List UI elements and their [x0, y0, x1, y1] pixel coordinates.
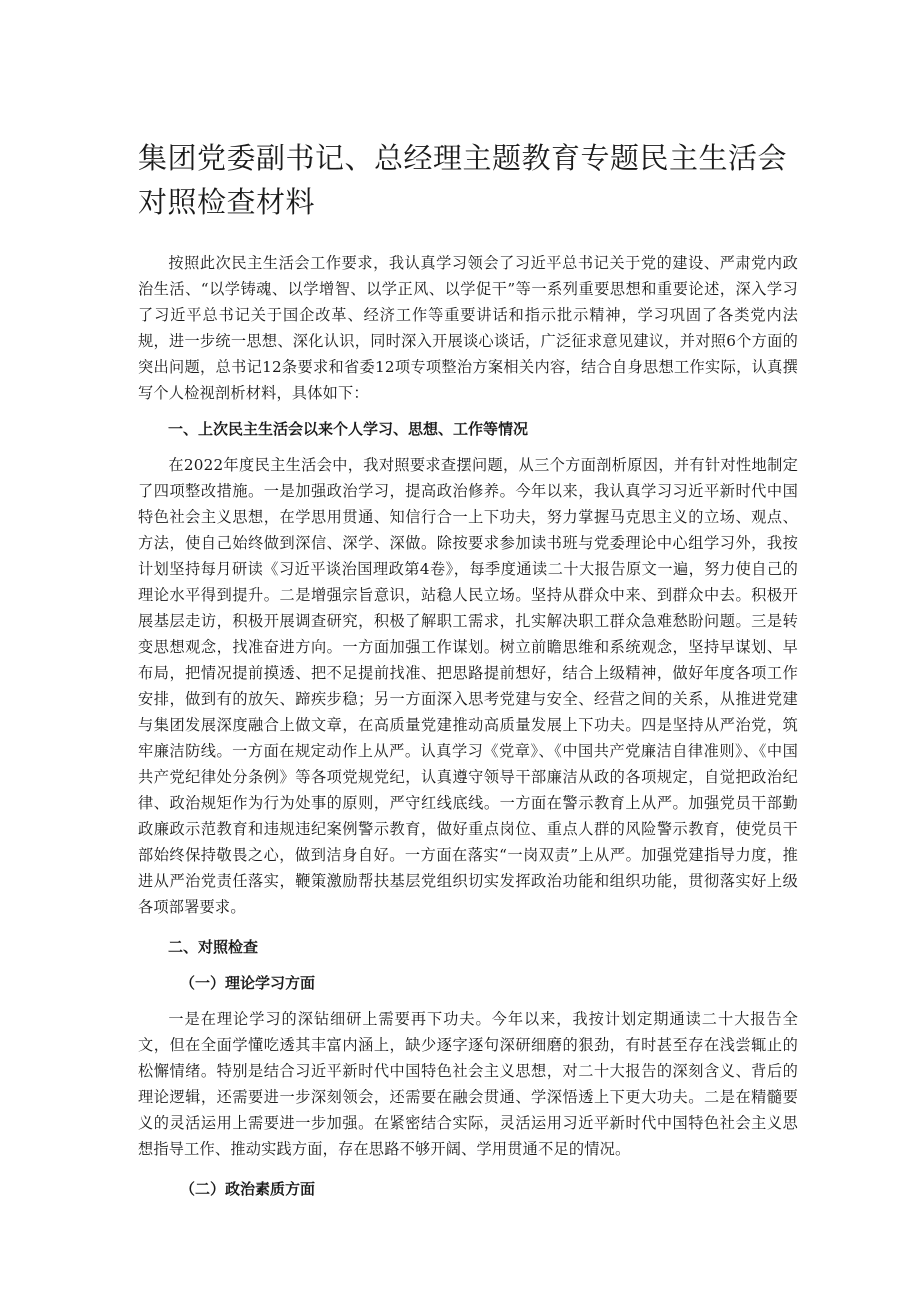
- subsection-heading-political: （二）政治素质方面: [180, 1180, 316, 1198]
- section-heading-1: 一、上次民主生活会以来个人学习、思想、工作等情况: [168, 420, 529, 438]
- document-page: [138, 136, 798, 1212]
- section1-paragraph: 在2022年度民主生活会中，我对照要求查摆问题，从三个方面剖析原因，并有针对性地制定了四项整改措施。一是加强政治学习，提高政治修养。今年以来，我认真学习习近平新时代中国特色社会主义思想，在学思用贯通、知信行合一上下功夫，努力掌握马克思主义的立场、观点、方法，使自己始终做到深信、深学、深做。除按要求参加读书班与党委理论中心组学习外，我按计划坚持每月研读《习近平谈治国理政第4卷》，每季度通读二十大报告原文一遍，努力使自己的理论水平得到提升。二是增强宗旨意识，站稳人民立场。坚持从群众中来、到群众中去。积极开展基层走访，积极开展调查研究，积极了解职工需求，扎实解决职工群众急难愁盼问题。三是转变思想观念，找准奋进方向。一方面加强工作谋划。树立前瞻思维和系统观念，坚持早谋划、早布局，把情况提前摸透、把不足提前找准、把思路提前想好，结合上级精神，做好年度各项工作安排，做到有的放矢、蹄疾步稳；另一方面深入思考党建与安全、经营之间的关系，从推进党建与集团发展深度融合上做文章，在高质量党建推动高质量发展上下功夫。四是坚持从严治党，筑牢廉洁防线。一方面在规定动作上从严。认真学习《党章》、《中国共产党廉洁自律准则》、《中国共产党纪律处分条例》等各项党规党纪，认真遵守领导干部廉洁从政的各项规定，自觉把政治纪律、政治规矩作为行为处事的原则，严守红线底线。一方面在警示教育上从严。加强党员干部勤政廉政示范教育和违规违纪案例警示教育，做好重点岗位、重点人群的风险警示教育，使党员干部始终保持敬畏之心，做到洁身自好。一方面在落实“一岗双责”上从严。加强党建指导力度，推进从严治党责任落实，鞭策激励帮扶基层党组织切实发挥政治功能和组织功能，贯彻落实好上级各项部署要求。: [138, 456, 798, 916]
- document-title: 集团党委副书记、总经理主题教育专题民主生活会对照检查材料: [138, 141, 788, 219]
- theory-paragraph: 一是在理论学习的深钻细研上需要再下功夫。今年以来，我按计划定期通读二十大报告全文，但在全面学懂吃透其丰富内涵上，缺少逐字逐句深研细磨的狠劲，有时甚至存在浅尝辄止的松懈情绪。特别是结合习近平新时代中国特色社会主义思想，对二十大报告的深刻含义、背后的理论逻辑，还需要进一步深刻领会，还需要在融会贯通、学深悟透上下更大功夫。二是在精髓要义的灵活运用上需要进一步加强。在紧密结合实际，灵活运用习近平新时代中国特色社会主义思想指导工作、推动实践方面，存在思路不够开阔、学用贯通不足的情况。: [138, 1010, 798, 1158]
- section-heading-2: 二、对照检查: [168, 938, 259, 956]
- intro-paragraph: 按照此次民主生活会工作要求，我认真学习领会了习近平总书记关于党的建设、严肃党内政治生活、“以学铸魂、以学增智、以学正风、以学促干”等一系列重要思想和重要论述，深入学习了习近平总书记关于国企改革、经济工作等重要讲话和指示批示精神，学习巩固了各类党内法规，进一步统一思想、深化认识，同时深入开展谈心谈话，广泛征求意见建议，并对照6个方面的突出问题，总书记12条要求和省委12项专项整治方案相关内容，结合自身思想工作实际，认真撰写个人检视剖析材料，具体如下：: [138, 254, 798, 402]
- subsection-heading-theory: （一）理论学习方面: [180, 974, 316, 992]
